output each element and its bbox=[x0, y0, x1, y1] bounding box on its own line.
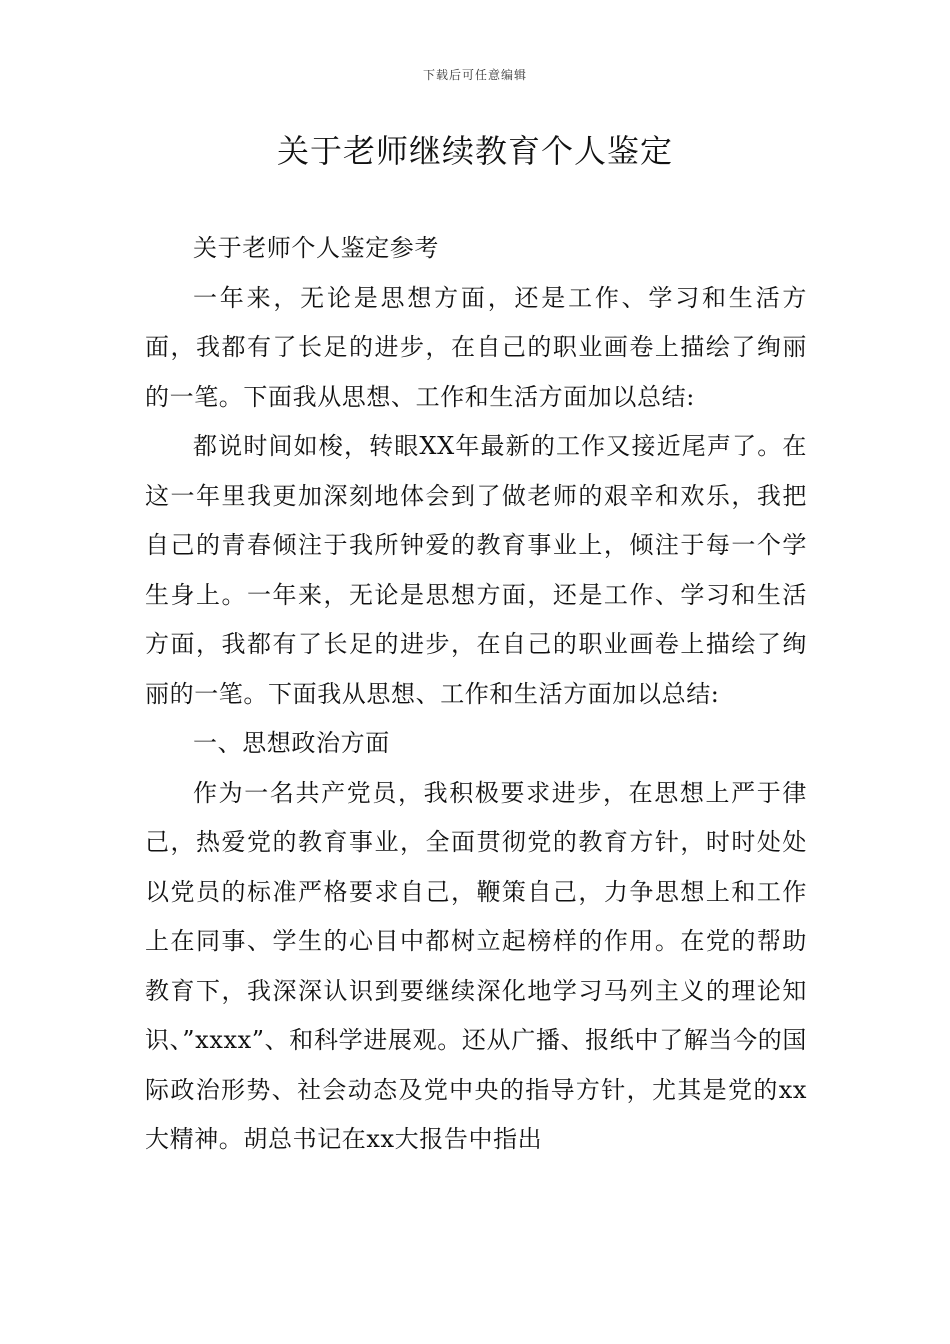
paragraph-summary: 都说时间如梭，转眼XX年最新的工作又接近尾声了。在这一年里我更加深刻地体会到了做老师的艰辛和欢乐，我把自己的青春倾注于我所钟爱的教育事业上，倾注于每一个学生身上。一年来，无论是思想方面，还是工作、学习和生活方面，我都有了长足的进步，在自己的职业画卷上描绘了绚丽的一笔。下面我从思想、工作和生活方面加以总结: bbox=[145, 432, 807, 708]
document-body bbox=[145, 224, 807, 1165]
document-title: 关于老师继续教育个人鉴定 bbox=[276, 132, 673, 170]
paragraph-ideology: 作为一名共产党员，我积极要求进步，在思想上严于律己，热爱党的教育事业，全面贯彻党的教育方针，时时处处以党员的标准严格要求自己，鞭策自己，力争思想上和工作上在同事、学生的心目中都树立起榜样的作用。在党的帮助教育下，我深深认识到要继续深化地学习马列主义的理论知识、”xxxx”、和科学进展观。还从广播、报纸中了解当今的国际政治形势、社会动态及党中央的指导方针，尤其是党的xx大精神。胡总书记在xx大报告中指出 bbox=[145, 778, 807, 1153]
section-heading-ideology: 一、思想政治方面 bbox=[193, 729, 390, 757]
paragraph-subtitle: 关于老师个人鉴定参考 bbox=[193, 234, 439, 262]
header-note: 下载后可任意编辑 bbox=[422, 68, 527, 82]
paragraph-intro: 一年来，无论是思想方面，还是工作、学习和生活方面，我都有了长足的进步，在自己的职业画卷上描绘了绚丽的一笔。下面我从思想、工作和生活方面加以总结: bbox=[145, 283, 807, 411]
